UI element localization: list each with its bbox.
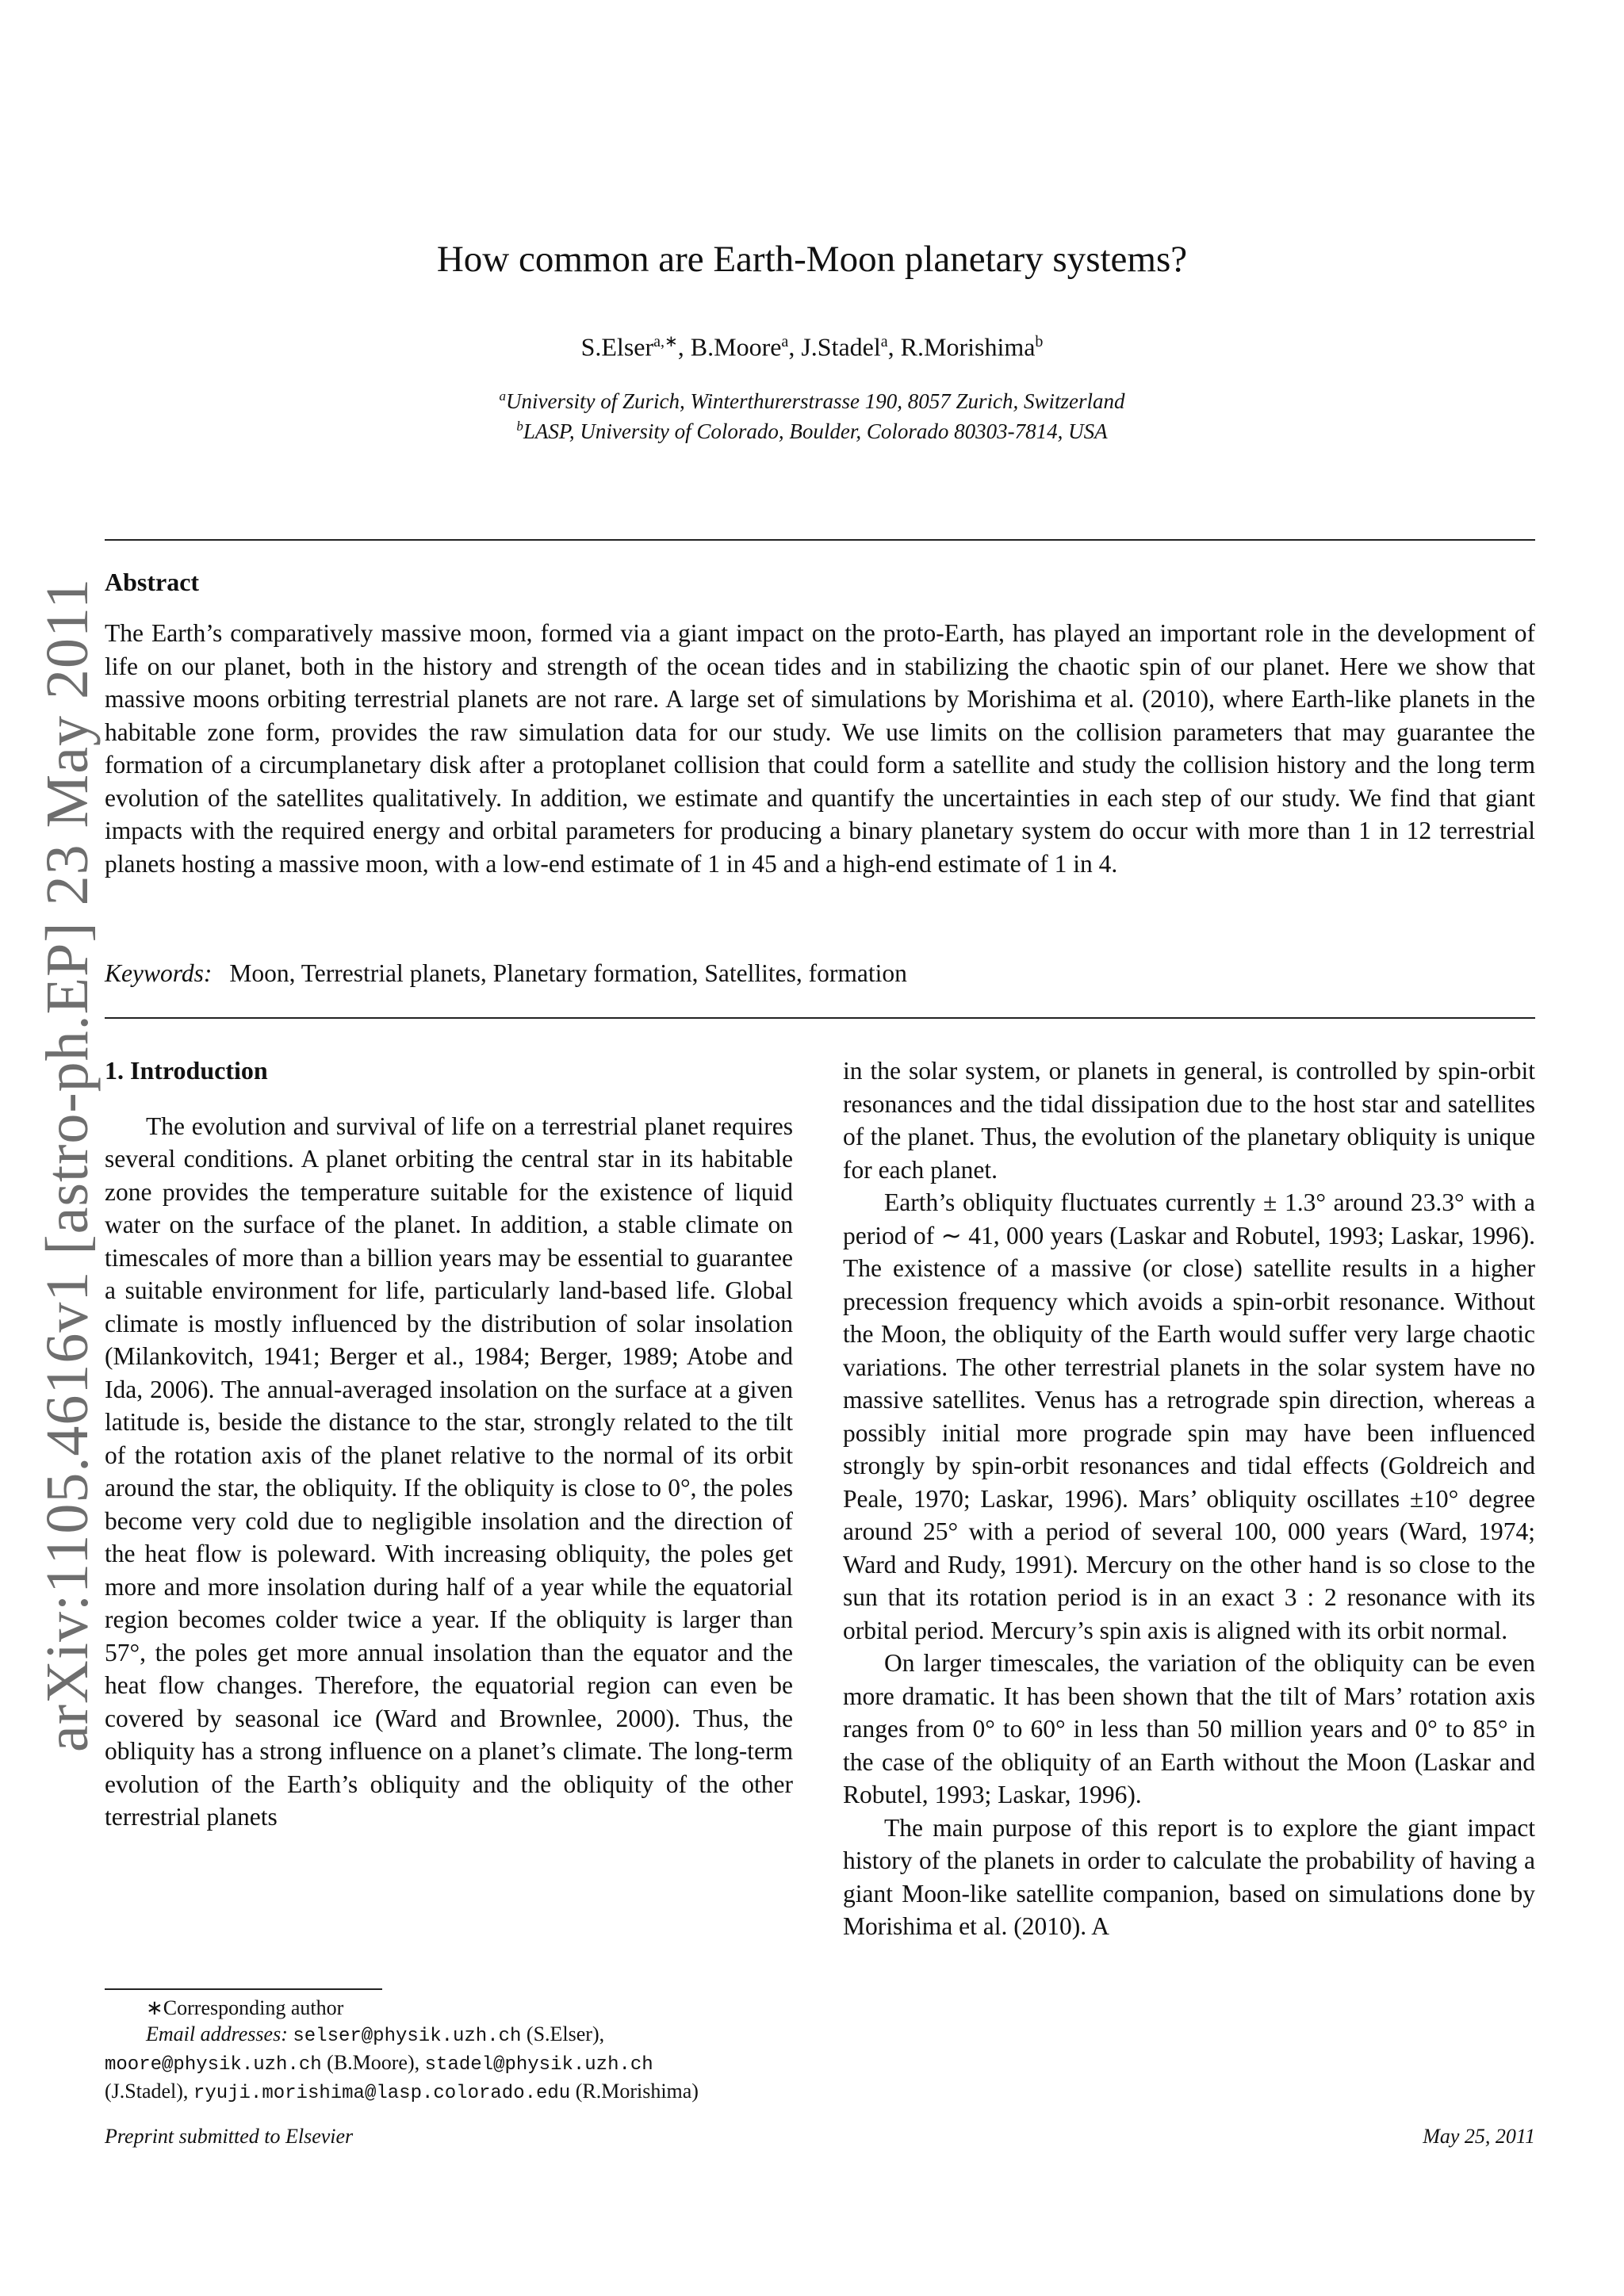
- body-paragraph: On larger timescales, the variation of the obliquity can be even more dramatic. It has been shown that the tilt of Mars’ rotation axis ranges from 0° to 60° in less than 50 million years and 0° to 85° in the case of the obliquity of an Earth without the Moon (Laskar and Robutel, 1993; Laskar, 1996).: [843, 1649, 1535, 1808]
- body-paragraph: in the solar system, or planets in general, is controlled by spin-orbit resonances and the tidal dissipation due to the host star and satellites of the planet. Thus, the evolution of the planetary obliquity is unique for each planet.: [843, 1057, 1535, 1184]
- affiliation: [0, 419, 1624, 444]
- abstract-top-rule: [105, 539, 1535, 541]
- abstract-heading: Abstract: [105, 568, 200, 596]
- body-paragraph: The main purpose of this report is to explore the giant impact history of the planets in order to calculate the probability of having a giant Moon-like satellite companion, based on simulations done by Morishima et al. (2010). A: [843, 1813, 1535, 1940]
- email-link[interactable]: moore@physik.uzh.ch: [105, 2054, 322, 2076]
- affiliation-text: LASP, University of Colorado, Boulder, Colorado 80303-7814, USA: [523, 419, 1108, 443]
- keywords-text: Moon, Terrestrial planets, Planetary formation, Satellites, formation: [229, 959, 907, 987]
- abstract-text: The Earth’s comparatively massive moon, formed via a giant impact on the proto-Earth, has played an important role in the development of life on our planet, both in the history and strength of the ocean tides and in stabilizing the chaotic spin of our planet. Here we show that massive moons orbiting terrestrial planets are not rare. A large set of simulations by Morishima et al. (2010), where Earth-like planets in the habitable zone form, provides the raw simulation data for our study. We use limits on the collision parameters that may guarantee the formation of a circumplanetary disk after a protoplanet collision that could form a satellite and study the collision history and the long term evolution of the satellites qualitatively. In addition, we estimate and quantify the uncertainties in each step of our study. We find that giant impacts with the required energy and orbital parameters for producing a binary planetary system do occur with more than 1 in 12 terrestrial planets hosting a massive moon, with a low-end estimate of 1 in 45 and a high-end estimate of 1 in 4.: [105, 619, 1535, 878]
- right-column: [843, 1054, 1535, 1943]
- preprint-note: Preprint submitted to Elsevier: [105, 2125, 354, 2148]
- paper-title: How common are Earth-Moon planetary systems?: [436, 239, 1188, 280]
- email-owner: (S.Elser),: [526, 2022, 605, 2045]
- author-affiliation-mark: a: [781, 333, 789, 350]
- author-list: S.Elser$^{a,∗}$, B.Moore$^a$, J.Stadel$^a$, R.Morishima$^b$: [580, 332, 1044, 362]
- email-line: [105, 2078, 793, 2107]
- footnotes: [105, 1995, 793, 2107]
- body-paragraph: Earth’s obliquity fluctuates currently ± 1.3° around 23.3° with a period of ∼ 41, 000 years (Laskar and Robutel, 1993; Laskar, 1996). The existence of a massive (or close) satellite results in a higher precession frequency which avoids a spin-orbit resonance. Without the Moon, the obliquity of the Earth would suffer very large chaotic variations. The other terrestrial planets in the solar system have no massive satellites. Venus has a retrograde spin direction, whereas a possibly initial more prograde spin may have been influenced strongly by spin-orbit resonances and tidal effects (Goldreich and Peale, 1970; Laskar, 1996). Mars’ obliquity oscillates ±10° degree around 25° with a period of several 100, 000 years (Ward, 1974; Ward and Rudy, 1991). Mercury on the other hand is so close to the sun that its rotation period is in an exact 3 : 2 resonance with its orbital period. Mercury’s spin axis is aligned with its orbit normal.: [843, 1188, 1535, 1644]
- email-owner: (J.Stadel),: [105, 2080, 189, 2103]
- email-line: [105, 2049, 793, 2078]
- left-column: [105, 1054, 793, 1834]
- author-name[interactable]: R.Morishima: [900, 332, 1036, 362]
- body-paragraph: The evolution and survival of life on a terrestrial planet requires several conditions. A planet orbiting the central star in its habitable zone provides the temperature suitable for the existence of liquid water on the surface of the planet. In addition, a stable climate on timescales of more than a billion years may be essential to guarantee a suitable environment for life, particularly land-based life. Global climate is mostly influenced by the distribution of solar insolation (Milankovitch, 1941; Berger et al., 1984; Berger, 1989; Atobe and Ida, 2006). The annual-averaged insolation on the surface at a given latitude is, beside the distance to the star, strongly related to the tilt of the rotation axis of the planet relative to the normal of its orbit around the star, the obliquity. If the obliquity is close to 0°, the poles become very cold due to negligible insolation and the direction of the heat flow is poleward. With increasing obliquity, the poles get more and more insolation during half of a year while the equatorial region becomes colder twice a year. If the obliquity is larger than 57°, the poles get more annual insolation than the equator and the heat flow changes. Therefore, the equatorial region can even be covered by seasonal ice (Ward and Brownlee, 2000). Thus, the obliquity has a strong influence on a planet’s climate. The long-term evolution of the Earth’s obliquity and the obliquity of the other terrestrial planets: [105, 1112, 793, 1831]
- arxiv-identifier-stamp: arXiv:1105.4616v1 [astro-ph.EP] 23 May 2011: [34, 577, 101, 1752]
- corresponding-author-note: ∗Corresponding author: [146, 1996, 344, 2019]
- affiliation-text: University of Zurich, Winterthurerstrasse 190, 8057 Zurich, Switzerland: [505, 389, 1125, 413]
- keywords-label: Keywords:: [105, 959, 213, 987]
- abstract-bottom-rule: [105, 1017, 1535, 1019]
- affiliation-mark: b: [516, 419, 523, 434]
- email-link[interactable]: ryuji.morishima@lasp.colorado.edu: [193, 2083, 571, 2104]
- author-name[interactable]: B.Moore: [690, 332, 782, 362]
- section-heading: 1. Introduction: [105, 1056, 268, 1085]
- author-affiliation-mark: a,∗: [653, 333, 678, 350]
- email-line: [105, 2021, 793, 2049]
- author-name[interactable]: J.Stadel: [801, 332, 881, 362]
- email-label: Email addresses:: [146, 2022, 288, 2045]
- affiliation: [0, 388, 1624, 414]
- author-affiliation-mark: a: [880, 333, 888, 350]
- footnote-rule: [105, 1988, 382, 1990]
- keywords: [105, 959, 1535, 988]
- email-owner: (B.Moore),: [327, 2051, 420, 2074]
- preprint-date: May 25, 2011: [1423, 2125, 1535, 2148]
- author-name[interactable]: S.Elser: [580, 332, 654, 362]
- email-link[interactable]: stadel@physik.uzh.ch: [424, 2054, 653, 2076]
- affiliation-mark: a: [499, 388, 506, 404]
- email-link[interactable]: selser@physik.uzh.ch: [293, 2026, 522, 2047]
- email-owner: (R.Morishima): [575, 2080, 699, 2103]
- author-affiliation-mark: b: [1035, 333, 1044, 350]
